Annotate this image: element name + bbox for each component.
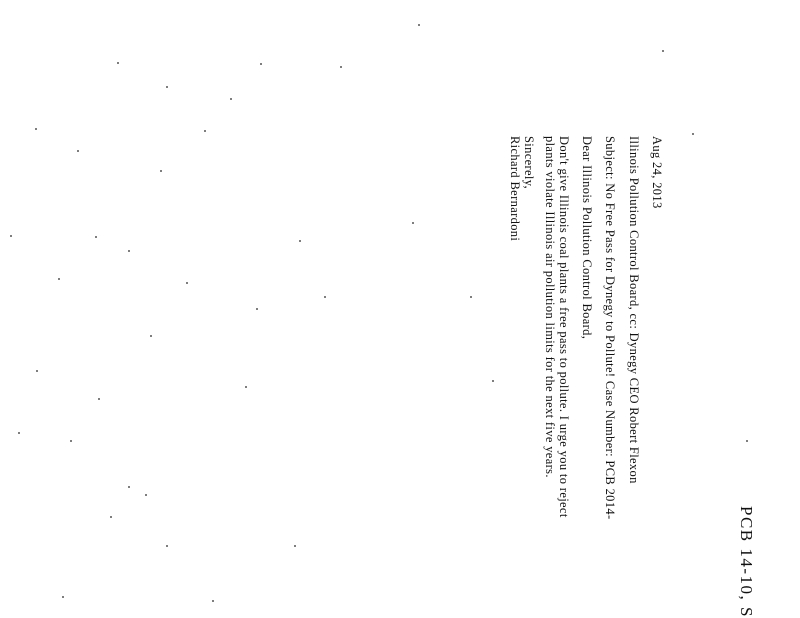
letter-addressee: Illinois Pollution Control Board, cc: Dynegy CEO Robert Flexon — [627, 136, 641, 484]
docket-stamp: PCB 14-10, S — [737, 506, 756, 618]
letter-subject: Subject: No Free Pass for Dynegy to Pollute! Case Number: PCB 2014- — [603, 136, 617, 520]
letter-date: Aug 24, 2013 — [650, 136, 664, 209]
letter-closing: Sincerely, — [522, 136, 536, 190]
letter-body-line-2: plants violate Illinois air pollution limits for the next five years. — [543, 136, 557, 478]
letter-signature: Richard Bernardoni — [508, 136, 522, 242]
letter-body-line-1: Don't give Illinois coal plants a free pass to pollute. I urge you to reject — [557, 136, 571, 518]
letter-salutation: Dear Illinois Pollution Control Board, — [580, 136, 594, 340]
